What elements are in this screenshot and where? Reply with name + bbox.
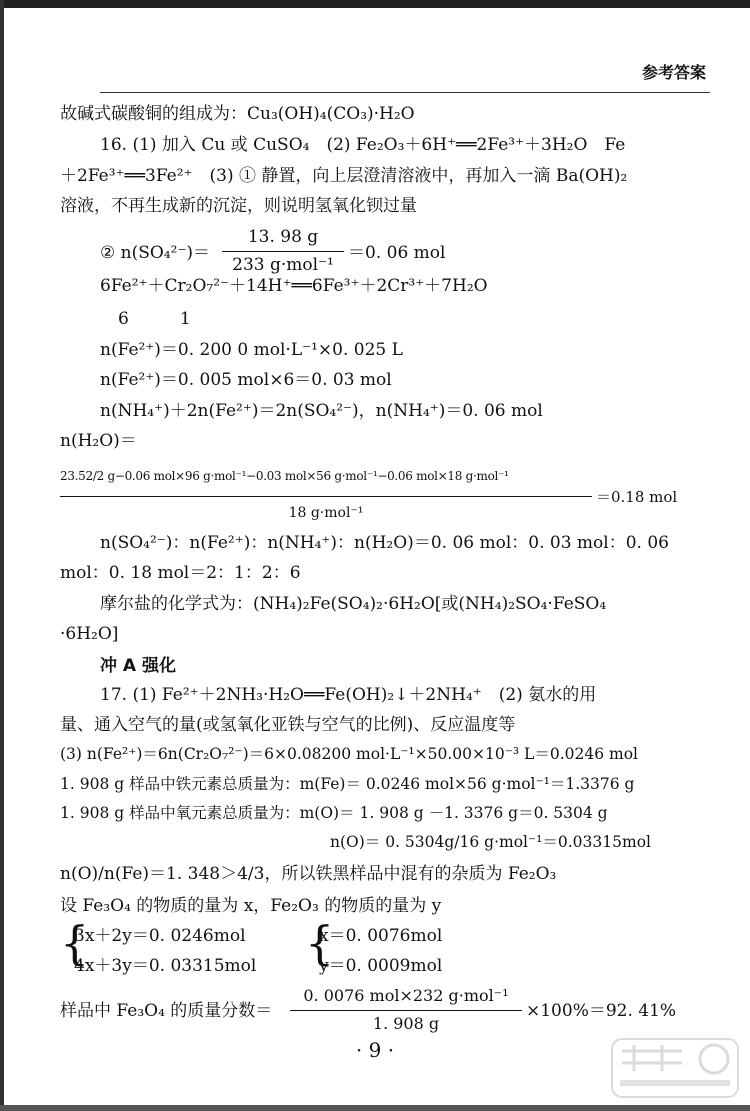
equation-line: y＝0. 0009mol [319,956,443,976]
watermark-logo [610,1037,740,1099]
scan-edge-bottom [0,1105,750,1111]
fraction-denominator: 1. 908 g [372,1014,440,1033]
text-line: 设 Fe₃O₄ 的物质的量为 x，Fe₂O₃ 的物质的量为 y [60,896,442,916]
text-line: ＋2Fe³⁺══3Fe²⁺ (3) ① 静置，向上层澄清溶液中，再加入一滴 Ba(OH)₂ [60,166,628,186]
scan-edge-left [0,0,4,1111]
text-line: 16. (1) 加入 Cu 或 CuSO₄ (2) Fe₂O₃＋6H⁺══2Fe³⁺＋3H₂O Fe [100,135,626,155]
equation-line: 4x＋3y＝0. 03315mol [74,956,257,976]
text-line: 6 1 [118,309,191,329]
text-line: mol：0. 18 mol＝2：1：2：6 [60,563,301,583]
page-number: · 9 · [355,1038,395,1062]
page-header-title: 参考答案 [641,63,706,82]
fraction-label: ② n(SO₄²⁻)＝ [100,243,211,263]
text-line: n(NH₄⁺)＋2n(Fe²⁺)＝2n(SO₄²⁻)，n(NH₄⁺)＝0. 06 mol [100,401,543,421]
text-line: 17. (1) Fe²⁺＋2NH₃·H₂O══Fe(OH)₂↓＋2NH₄⁺ (2) 氨水的用 [100,685,597,705]
fraction-label: 样品中 Fe₃O₄ 的质量分数＝ [60,1001,273,1021]
text-line: 6Fe²⁺＋Cr₂O₇²⁻＋14H⁺══6Fe³⁺＋2Cr³⁺＋7H₂O [100,276,488,296]
header-rule [100,92,710,93]
text-line: n(H₂O)＝ [60,431,137,451]
left-brace: { [60,916,90,970]
left-brace: { [305,916,335,970]
text-line: 摩尔盐的化学式为：(NH₄)₂Fe(SO₄)₂·6H₂O[或(NH₄)₂SO₄·FeSO₄ [100,594,607,614]
text-line: 量、通入空气的量(或氢氧化亚铁与空气的比例)、反应温度等 [60,715,516,735]
text-line: 1. 908 g 样品中氧元素总质量为：m(O)＝ 1. 908 g －1. 3376 g＝0. 5304 g [60,804,608,822]
text-line: n(Fe²⁺)＝0. 200 0 mol·L⁻¹×0. 025 L [100,340,403,360]
text-line: n(SO₄²⁻)：n(Fe²⁺)：n(NH₄⁺)：n(H₂O)＝0. 06 mol：0. 03 mol：0. 06 [100,533,669,553]
section-heading: 冲 A 强化 [100,656,176,676]
fraction-numerator: 0. 0076 mol×232 g·mol⁻¹ [303,986,509,1005]
text-line: n(O)＝ 0. 5304g/16 g·mol⁻¹＝0.03315mol [330,833,651,851]
fraction-bar [60,496,592,497]
text-line: 1. 908 g 样品中铁元素总质量为：m(Fe)＝ 0.0246 mol×56 g·mol⁻¹＝1.3376 g [60,775,635,793]
fraction-numerator: 13. 98 g [247,227,319,247]
fraction-denominator: 18 g·mol⁻¹ [288,505,364,521]
fraction-numerator: 23.52/2 g−0.06 mol×96 g·mol⁻¹−0.03 mol×56 g·mol⁻¹−0.06 mol×18 g·mol⁻¹ [60,469,509,483]
fraction-denominator: 233 g·mol⁻¹ [232,255,334,275]
text-line: ＝0. 06 mol [348,243,446,263]
text-line: (3) n(Fe²⁺)＝6n(Cr₂O₇²⁻)＝6×0.08200 mol·L⁻¹×50.00×10⁻³ L＝0.0246 mol [60,745,638,763]
text-line: 溶液，不再生成新的沉淀，则说明氢氧化钡过量 [60,196,417,216]
text-line: 故碱式碳酸铜的组成为：Cu₃(OH)₄(CO₃)·H₂O [60,104,415,124]
text-line: ·6H₂O] [60,624,119,644]
equation-line: 3x＋2y＝0. 0246mol [74,926,246,946]
equation-line: x＝0. 0076mol [319,926,443,946]
text-line: ＝0.18 mol [596,488,678,506]
text-line: ×100%＝92. 41% [526,1001,677,1021]
text-line: n(O)/n(Fe)＝1. 348＞4/3，所以铁黑样品中混有的杂质为 Fe₂O₃ [60,864,557,884]
text-line: n(Fe²⁺)＝0. 005 mol×6＝0. 03 mol [100,370,392,390]
scan-edge-top [0,0,750,8]
